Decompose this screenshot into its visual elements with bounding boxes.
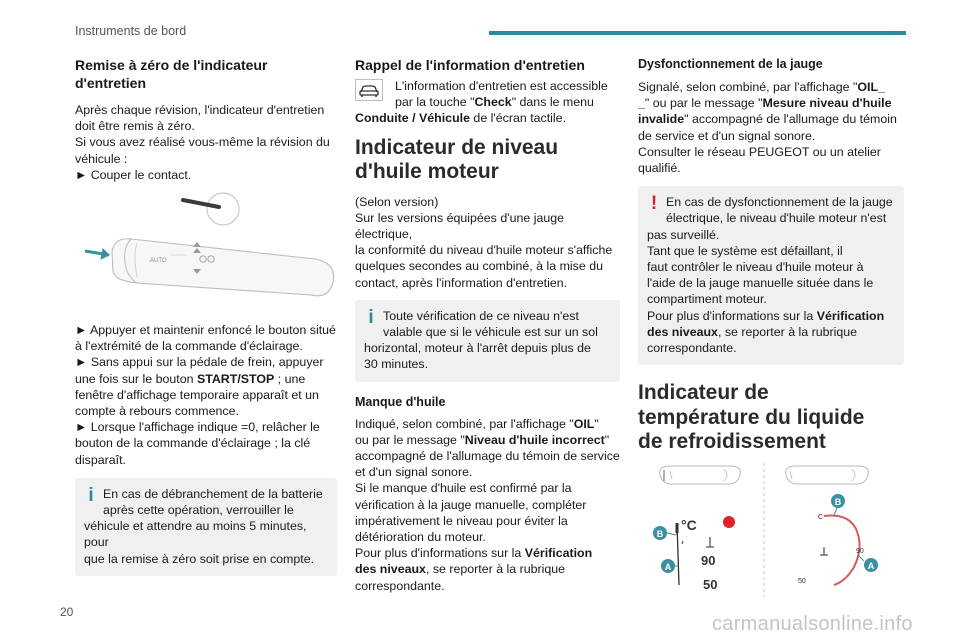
page-number: 20 [60,605,74,619]
maintenance-recall-title: Rappel de l'information d'entretien [355,57,585,73]
malfunction-line-2-b: " ou par le message " [644,96,763,111]
shortage-ref-a: Pour plus d'informations sur la [355,546,525,561]
oil-note-line-3: horizontal, moteur à l'arrêt depuis plus de [364,341,591,356]
reset-intro-line-1: Après chaque révision, l'indicateur d'entretien [75,103,325,117]
version-line-2: Sur les versions équipées d'une jauge électrique, [355,210,565,242]
shortage-line-2-b: " [604,432,610,447]
recall-line-2-a: par la touche " [395,95,475,110]
gauge-50-label-left: 50 [703,576,718,592]
oil-display-label: OIL [573,416,595,431]
malfunction-line-4: de service et d'un signal sonore. [638,128,816,143]
warning-line-2: électrique, le niveau d'huile moteur n'est [666,211,887,226]
maintenance-reset-title: Remise à zéro de l'indicateur d'entretien [75,57,268,91]
reset-intro-line-3: Si vous avez réalisé vous-même la révision du [75,135,330,150]
shortage-line-10 [355,561,620,577]
shortage-ref-b: , se reporter à la rubrique [425,562,566,577]
version-line-3: la conformité du niveau d'huile moteur s'affiche [355,243,613,258]
warning-line-8 [647,308,895,324]
gauge-warning-note [638,186,904,365]
battery-note-line-3: véhicule et attendre au moins 5 minutes, pour [84,519,307,550]
oil-note-line-1: Toute vérification de ce niveau n'est [383,308,579,323]
shortage-line-6: vérification à la jauge manuelle, compléter [355,497,587,512]
warning-line-5: faut contrôler le niveau d'huile moteur à [647,260,864,275]
svg-text:A: A [664,561,672,572]
warning-line-3: pas surveillé. [647,227,720,242]
steps-line-4-tail: ; une [274,371,306,386]
warning-line-1: En cas de dysfonctionnement de la jauge [666,195,893,210]
celsius-unit-label: °C [681,516,697,533]
steps-line-2: à l'extrémité de la commande d'éclairage. [75,339,303,354]
recall-line-2 [355,94,620,110]
warning-ref-b: , se reporter à la rubrique [717,324,858,339]
steps-line-3: ► Sans appui sur la pédale de frein, appuyer [75,355,324,370]
svg-text:B: B [834,496,842,507]
reset-intro-line-4: véhicule : [75,151,128,166]
battery-note-line-2: après cette opération, verrouiller le [103,503,294,518]
conduite-vehicule-label: Conduite / Véhicule [355,111,470,126]
steps-line-4-text: une fois sur le bouton [75,371,197,386]
malfunction-line-1-a: Signalé, selon combiné, par l'affichage " [638,80,858,94]
shortage-line-3: accompagné de l'allumage du témoin de service [355,449,620,464]
shortage-line-5: Si le manque d'huile est confirmé par la [355,481,572,496]
gauge-90-label-left: 90 [701,552,716,568]
warning-ref-a: Pour plus d'informations sur la [647,308,817,323]
info-icon: i [88,484,94,506]
malfunction-line-6: qualifié. [638,161,681,176]
shortage-line-1-a: Indiqué, selon combiné, par l'affichage " [355,416,574,431]
coolant-gauge-illustration [638,457,904,597]
invalid-message: invalide [638,112,685,127]
header-accent-bar [489,31,906,35]
recall-paragraph [355,78,620,127]
version-line-5: contact, après l'information d'entretien. [355,275,568,290]
column-middle [355,56,620,594]
gauge-c-label-right: C [818,513,824,521]
svg-text:A: A [867,560,875,571]
gauge-50-label-right: 50 [798,577,806,585]
malfunction-line-5: Consulter le réseau PEUGEOT ou un atelier [638,144,881,159]
battery-note-line-4: que la remise à zéro soit prise en compte. [84,551,315,566]
warning-icon: ! [650,193,658,215]
shortage-line-1-b: " [594,416,599,431]
shortage-line-4: et d'un signal sonore. [355,465,473,480]
warning-line-9 [647,324,895,340]
gauge-90-label-right: 90 [856,547,864,555]
start-stop-label: START/STOP [196,371,275,386]
oil-underscore-label-cont: _ [638,96,645,111]
version-line-1: (Selon version) [355,194,439,209]
verification-link-text: Vérification [524,546,593,561]
malfunction-line-3 [638,111,904,127]
battery-info-note [75,478,337,576]
shortage-line-9 [355,545,620,561]
auto-label: AUTO [150,258,167,265]
column-left [75,56,337,576]
lighting-stalk-illustration [75,187,337,322]
shortage-line-8: détérioration du moteur. [355,530,486,545]
oil-note-line-4: 30 minutes. [364,357,429,372]
shortage-line-2 [355,432,620,448]
niveaux-link-text: des niveaux [647,324,718,339]
reset-intro-line-2: doit être remis à zéro. [75,119,195,134]
steps-line-4 [75,371,337,387]
watermark: carmanualsonline.info [712,613,913,635]
oil-underscore-label: OIL_ [857,80,885,94]
steps-line-5: fenêtre d'affichage temporaire apparaît et un [75,387,319,402]
malfunction-line-3-b: " accompagné de l'allumage du témoin [684,112,897,127]
column-right [638,56,904,597]
steps-line-9: disparaît. [75,452,126,467]
page-header-title: Instruments de bord [75,24,187,38]
oil-note-line-2: valable que si le véhicule est sur un sol [383,325,598,340]
recall-line-2-b: " dans le menu [511,95,594,110]
oil-level-section-title: Indicateur de niveau d'huile moteur [355,135,559,184]
malfunction-line-1 [638,79,904,95]
coolant-temp-section-title: Indicateur de température du liquide de refroidissement [638,381,865,454]
recall-line-3 [355,110,620,126]
info-icon: i [368,306,374,328]
warning-line-10: correspondante. [647,341,737,356]
verification-link-text: Vérification [816,308,885,323]
shortage-line-2-a: ou par le message " [355,432,465,447]
svg-text:B: B [656,528,664,539]
steps-line-6: compte à rebours commence. [75,404,239,419]
shortage-line-1 [355,416,620,432]
incorrect-level-message: Niveau d'huile incorrect [464,432,605,447]
version-line-4: quelques secondes au combiné, à la mise du [355,259,603,274]
steps-line-7: ► Lorsque l'affichage indique =0, relâcher le [75,420,320,435]
warning-line-4: Tant que le système est défaillant, il [647,243,843,258]
battery-note-line-1: En cas de débranchement de la batterie [103,486,323,501]
warning-light-dot [723,516,735,528]
reset-intro-line-5: ► Couper le contact. [75,167,192,182]
oil-check-info-note [355,300,620,382]
niveaux-link-text: des niveaux [355,562,426,577]
steps-line-1: ► Appuyer et maintenir enfoncé le bouton situé [75,323,336,338]
recall-line-1: L'information d'entretien est accessible [395,79,608,93]
measure-message: Mesure niveau d'huile [762,96,892,111]
oil-shortage-title: Manque d'huile [355,394,446,409]
car-icon [355,79,383,101]
steps-line-8: bouton de la commande d'éclairage ; la clé [75,436,311,451]
warning-line-6: l'aide de la jauge manuelle située dans le [647,276,874,291]
shortage-line-11: correspondante. [355,578,445,593]
check-key-label: Check [474,95,512,110]
shortage-line-7: impérativement le niveau pour éviter la [355,513,568,528]
recall-line-3-tail: de l'écran tactile. [469,111,567,126]
warning-line-7: compartiment moteur. [647,292,767,307]
gauge-malfunction-title: Dysfonctionnement de la jauge [638,57,823,71]
malfunction-line-2 [638,95,904,111]
